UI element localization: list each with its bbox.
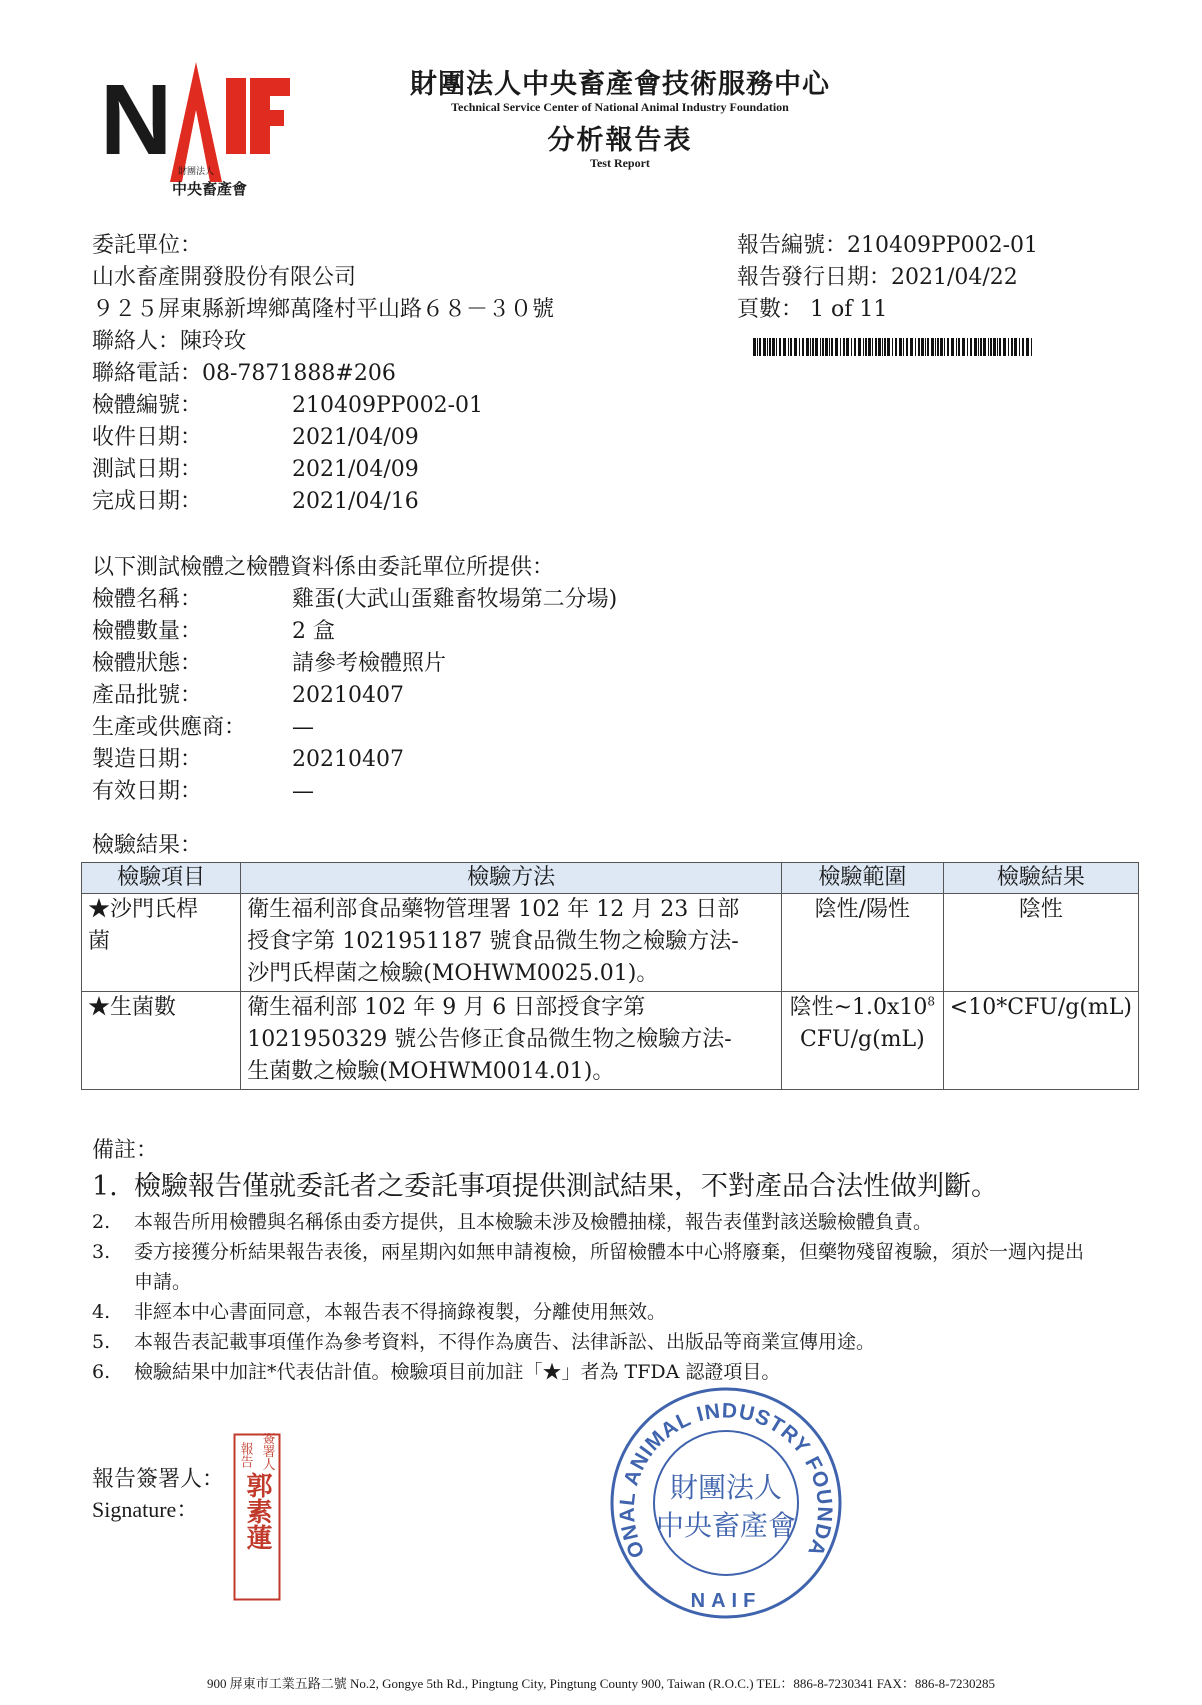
note-item: 2. 本報告所用檢體與名稱係由委方提供，且本檢驗未涉及檢體抽樣，報告表僅對該送驗檢體負責。 bbox=[92, 1211, 933, 1233]
table-row bbox=[82, 992, 1139, 1090]
test-date-row: 測試日期： 2021/04/09 bbox=[92, 457, 419, 482]
results-heading: 檢驗結果： bbox=[92, 833, 203, 858]
note-item: 3. 委方接獲分析結果報告表後，兩星期內如無申請複檢，所留檢體本中心將廢棄，但藥物殘留複驗，須於一週內提出申請。 bbox=[92, 1241, 1085, 1293]
report-title-zh: 分析報告表 bbox=[547, 125, 693, 156]
report-info bbox=[737, 230, 1038, 326]
report-issue-date: 報告發行日期：2021/04/22 bbox=[737, 265, 1018, 290]
supplier-row: 生產或供應商： — bbox=[92, 715, 314, 740]
sample-info-intro: 以下測試檢體之檢體資料係由委託單位所提供： bbox=[92, 555, 555, 580]
footer-address: 900 屏東市工業五路二號 No.2, Gongye 5th Rd., Pingtung City, Pingtung County 900, Taiwan (R.O.C.) TEL：886-8-7230341 FAX：886-8-7230285 bbox=[207, 1676, 995, 1691]
method-cell: 衛生福利部 102 年 9 月 6 日部授食字第 1021950329 號公告修正食品微生物之檢驗方法- 生菌數之檢驗(MOHWM0014.01)。 bbox=[241, 992, 782, 1090]
col-method-header: 檢驗方法 bbox=[241, 863, 782, 894]
client-block bbox=[92, 230, 554, 518]
org-title-en: Technical Service Center of National Animal Industry Foundation bbox=[451, 100, 789, 114]
client-name: 山水畜產開發股份有限公司 bbox=[92, 265, 357, 290]
svg-text:中央畜產會: 中央畜產會 bbox=[655, 1509, 797, 1542]
naif-logo bbox=[100, 62, 290, 202]
client-label: 委託單位： bbox=[92, 233, 203, 258]
notes-heading: 備註： bbox=[92, 1138, 159, 1163]
col-range-header: 檢驗範圍 bbox=[781, 863, 943, 894]
table-header-row bbox=[82, 863, 1139, 894]
foundation-seal bbox=[608, 1385, 844, 1621]
client-phone: 聯絡電話：08-7871888#206 bbox=[92, 361, 396, 386]
org-title-zh: 財團法人中央畜產會技術服務中心 bbox=[410, 69, 830, 100]
svg-text:財團法人: 財團法人 bbox=[669, 1471, 783, 1504]
notes-block bbox=[92, 1135, 1142, 1387]
logo-sub: 中央畜產會 bbox=[172, 180, 248, 198]
client-address: ９２５屏東縣新埤鄉萬隆村平山路６８－３０號 bbox=[92, 297, 555, 322]
expiry-date-row: 有效日期： — bbox=[92, 779, 314, 804]
col-result-header: 檢驗結果 bbox=[943, 863, 1138, 894]
svg-text:NATIONAL ANIMAL INDUSTRY FOUND: ONAL ANIMAL INDUSTRY FOUNDA bbox=[615, 1399, 837, 1562]
report-title-en: Test Report bbox=[590, 156, 650, 170]
method-cell: 衛生福利部食品藥物管理署 102 年 12 月 23 日部 授食字第 1021951187 號食品微生物之檢驗方法- 沙門氏桿菌之檢驗(MOHWM0025.01)。 bbox=[241, 894, 782, 992]
client-contact: 聯絡人：陳玲玫 bbox=[92, 329, 247, 354]
note-item: 5. 本報告表記載事項僅作為參考資料，不得作為廣告、法律訴訟、出版品等商業宣傳用途。 bbox=[92, 1331, 876, 1353]
sample-quantity-row: 檢體數量： 2 盒 bbox=[92, 619, 335, 644]
note-item: 1. 檢驗報告僅就委託者之委託事項提供測試結果，不對產品合法性做判斷。 bbox=[92, 1171, 998, 1202]
signature-stamp bbox=[233, 1433, 281, 1601]
svg-text:簽署人: 簽署人 bbox=[259, 1433, 275, 1471]
result-cell: 陰性 bbox=[943, 894, 1138, 992]
table-row bbox=[82, 894, 1139, 992]
results-table bbox=[81, 862, 1139, 1090]
svg-text:NAIF: NAIF bbox=[690, 1590, 762, 1612]
sample-status-row: 檢體狀態： 請參考檢體照片 bbox=[92, 651, 447, 676]
result-cell: <10*CFU/g(mL) bbox=[943, 992, 1138, 1090]
manufacture-date-row: 製造日期： 20210407 bbox=[92, 747, 404, 772]
logo-sub-small: 財團法人 bbox=[178, 167, 215, 177]
svg-text:N: N bbox=[100, 64, 167, 176]
report-number: 報告編號：210409PP002-01 bbox=[737, 233, 1039, 258]
svg-text:報告: 報告 bbox=[237, 1442, 253, 1468]
sample-number-row: 檢體編號： 210409PP002-01 bbox=[92, 393, 484, 418]
sample-name-row: 檢體名稱： 雞蛋(大武山蛋雞畜牧場第二分場) bbox=[92, 587, 618, 612]
barcode bbox=[753, 338, 1035, 356]
range-cell: 陰性$\sim 1.0x10^8$ CFU/g(mL) bbox=[781, 992, 943, 1090]
batch-number-row: 產品批號： 20210407 bbox=[92, 683, 404, 708]
signature-label: 報告簽署人： Signature： bbox=[92, 1467, 225, 1522]
col-item-header: 檢驗項目 bbox=[82, 863, 241, 894]
sample-info-block bbox=[92, 552, 618, 808]
item-cell: ★生菌數 bbox=[82, 992, 241, 1090]
svg-text:郭素蓮: 郭素蓮 bbox=[242, 1472, 272, 1550]
received-date-row: 收件日期： 2021/04/09 bbox=[92, 425, 419, 450]
completion-date-row: 完成日期： 2021/04/16 bbox=[92, 489, 419, 514]
note-item: 4. 非經本中心書面同意，本報告表不得摘錄複製，分離使用無效。 bbox=[92, 1301, 667, 1323]
report-pages: 頁數： 1 of 11 bbox=[737, 297, 888, 322]
note-item: 6. 檢驗結果中加註*代表估計值。檢驗項目前加註「★」者為 TFDA 認證項目。 bbox=[92, 1361, 781, 1383]
item-cell: ★沙門氏桿 菌 bbox=[82, 894, 241, 992]
range-cell: 陰性/陽性 bbox=[781, 894, 943, 992]
